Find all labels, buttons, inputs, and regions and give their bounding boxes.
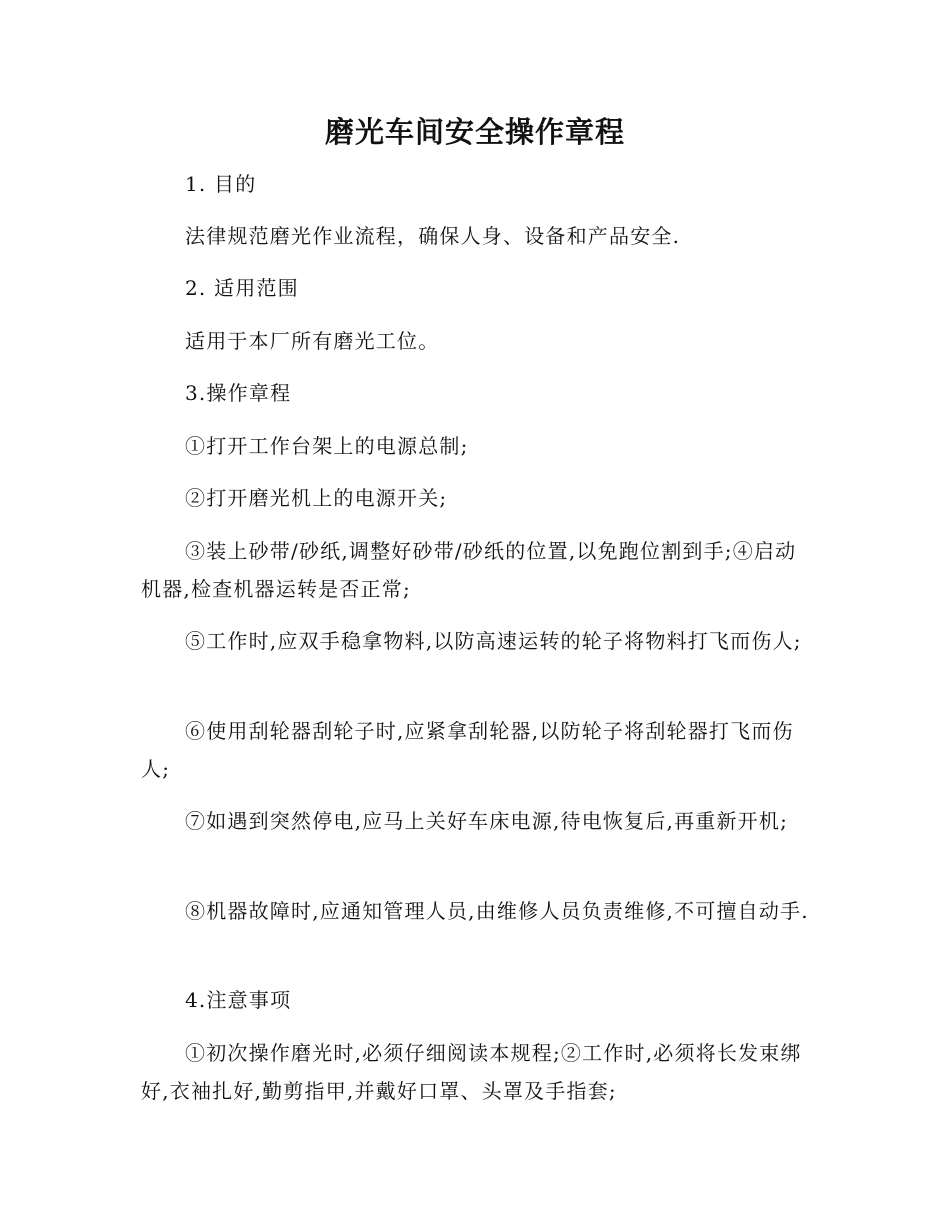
section-heading-notes: 4.注意事项 [185,988,292,1012]
section-heading-procedure: 3.操作章程 [185,381,292,405]
procedure-step-2: ②打开磨光机上的电源开关; [185,486,448,510]
procedure-step-6: ⑥使用刮轮器刮轮子时,应紧拿刮轮器,以防轮子将刮轮器打飞而伤人; [141,719,794,781]
procedure-step-3-4: ③装上砂带/砂纸,调整好砂带/砂纸的位置,以免跑位割到手;④启动机器,检查机器运转是否正常; [141,539,797,601]
section-heading-purpose: 1. 目的 [185,172,257,196]
notes-paragraph: ①初次操作磨光时,必须仔细阅读本规程;②工作时,必须将长发束绑好,衣袖扎好,勤剪指甲,并戴好口罩、头罩及手指套; [141,1041,802,1103]
document-title: 磨光车间安全操作章程 [324,115,625,149]
section-heading-scope: 2. 适用范围 [185,276,299,300]
procedure-step-8: ⑧机器故障时,应通知管理人员,由维修人员负责维修,不可擅自动手. [185,899,809,923]
procedure-step-5: ⑤工作时,应双手稳拿物料,以防高速运转的轮子将物料打飞而伤人; [185,629,802,653]
scope-paragraph: 适用于本厂所有磨光工位。 [185,329,440,353]
procedure-step-1: ①打开工作台架上的电源总制; [185,434,469,458]
purpose-paragraph: 法律规范磨光作业流程，确保人身、设备和产品安全. [185,224,681,248]
procedure-step-7: ⑦如遇到突然停电,应马上关好车床电源,待电恢复后,再重新开机; [185,809,789,833]
